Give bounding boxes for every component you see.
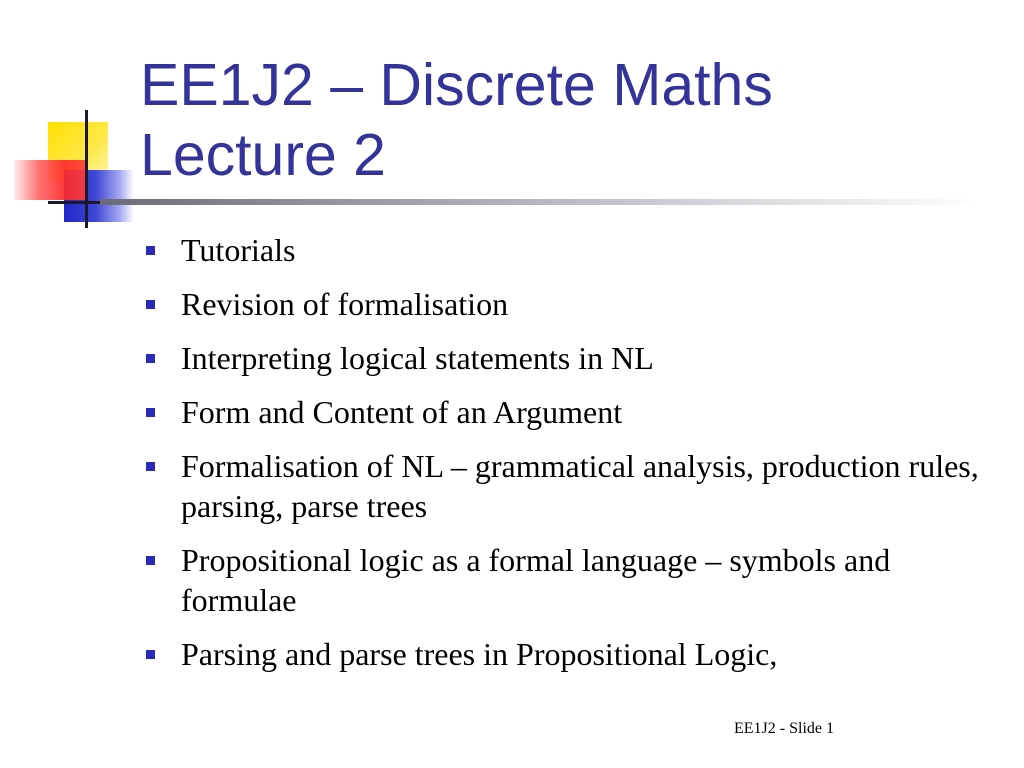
slide-footer: EE1J2 - Slide 1	[734, 720, 834, 737]
slide-title-line-2: Lecture 2	[140, 122, 386, 188]
slide-title	[140, 50, 1000, 190]
square-bullet-icon	[146, 556, 155, 565]
bullet-item	[142, 446, 1002, 526]
bullet-text: Tutorials	[181, 232, 296, 268]
bullet-text: Propositional logic as a formal language – symbols and formulae	[181, 542, 891, 618]
bullet-text: Revision of formalisation	[181, 286, 509, 322]
bullet-item	[142, 634, 1002, 674]
square-bullet-icon	[146, 246, 155, 255]
square-bullet-icon	[146, 300, 155, 309]
square-bullet-icon	[146, 650, 155, 659]
bullet-item	[142, 540, 1002, 620]
bullet-item	[142, 392, 1002, 432]
bullet-list	[142, 230, 1002, 688]
bullet-text: Form and Content of an Argument	[181, 394, 623, 430]
bullet-text: Parsing and parse trees in Propositional Logic,	[181, 636, 778, 672]
bullet-item	[142, 338, 1002, 378]
red-square	[14, 160, 86, 200]
vertical-line	[85, 110, 88, 228]
bullet-item	[142, 230, 1002, 270]
title-divider	[100, 199, 980, 205]
square-bullet-icon	[146, 408, 155, 417]
bullet-item	[142, 284, 1002, 324]
square-bullet-icon	[146, 354, 155, 363]
bullet-text: Formalisation of NL – grammatical analysis, production rules, parsing, parse trees	[181, 448, 979, 524]
slide-title-line-1: EE1J2 – Discrete Maths	[140, 52, 773, 118]
bullet-text: Interpreting logical statements in NL	[181, 340, 654, 376]
square-bullet-icon	[146, 462, 155, 471]
